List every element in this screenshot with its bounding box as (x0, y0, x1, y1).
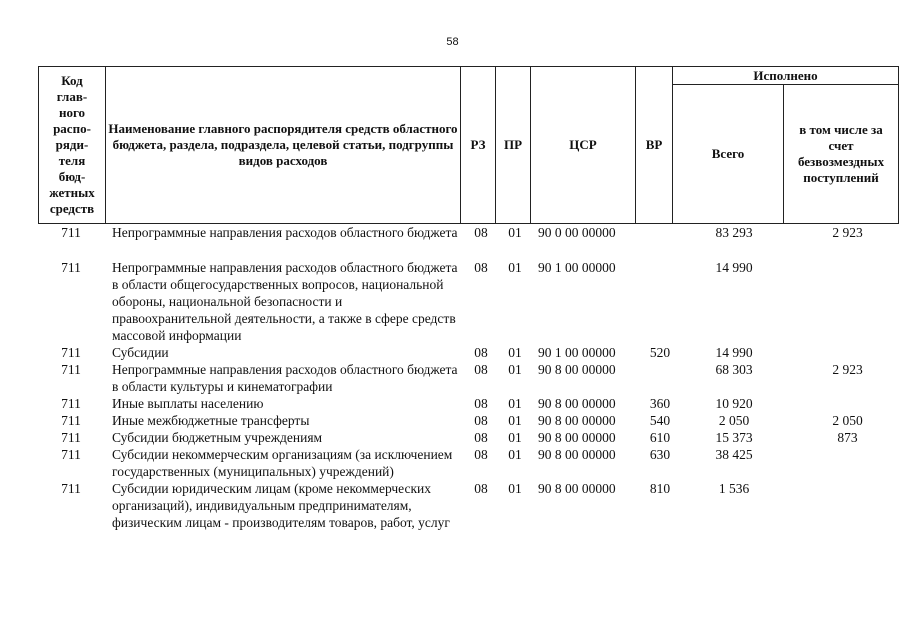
cell-csr: 90 0 00 00000 (538, 225, 616, 240)
cell-pr: 01 (508, 447, 522, 462)
table-row (38, 361, 905, 395)
cell-pr: 01 (508, 413, 522, 428)
cell-kod: 711 (61, 396, 81, 411)
cell-csr: 90 8 00 00000 (538, 413, 616, 428)
cell-kod: 711 (61, 447, 81, 462)
cell-vsego: 38 425 (715, 447, 753, 462)
cell-csr: 90 1 00 00000 (538, 260, 616, 275)
cell-vsego: 1 536 (718, 481, 750, 496)
table-row (38, 344, 905, 361)
table-body (38, 224, 905, 531)
header-kod (39, 67, 106, 224)
cell-vsego: 2 050 (718, 413, 750, 428)
cell-bez (790, 395, 905, 412)
cell-name: Субсидии бюджетным учреждениям (112, 430, 323, 445)
cell-vr: 520 (649, 345, 671, 360)
cell-pr: 01 (508, 481, 522, 496)
cell-vr (642, 361, 678, 395)
cell-kod: 711 (61, 413, 81, 428)
cell-kod: 711 (61, 430, 81, 445)
cell-vr: 810 (649, 481, 671, 496)
cell-vsego: 68 303 (715, 362, 753, 377)
header-ispolneno: Исполнено (673, 67, 899, 85)
cell-kod: 711 (61, 225, 81, 240)
header-rz: РЗ (461, 67, 496, 224)
cell-name: Иные межбюджетные трансферты (112, 413, 310, 428)
cell-csr: 90 8 00 00000 (538, 362, 616, 377)
cell-vr: 540 (649, 413, 671, 428)
cell-kod: 711 (61, 362, 81, 377)
cell-name: Иные выплаты населению (112, 396, 264, 411)
row-spacer (38, 241, 905, 259)
cell-vr: 360 (649, 396, 671, 411)
cell-name: Субсидии (112, 345, 169, 360)
cell-bez: 2 050 (832, 413, 863, 428)
header-kod-line: распо- (53, 121, 91, 136)
cell-name: Непрограммные направления расходов областного бюджета в области общегосударственных вопросов, национальной обороны, национальной безопасности и правоохранительной деятельности, а также в сфере средств массовой информации (112, 260, 458, 343)
header-kod-line: бюд- (58, 169, 86, 184)
cell-vsego: 15 373 (715, 430, 753, 445)
header-vr: ВР (636, 67, 673, 224)
cell-rz: 08 (474, 225, 488, 240)
cell-bez (790, 259, 905, 344)
page-number: 58 (446, 36, 459, 48)
cell-vr: 630 (649, 447, 671, 462)
cell-pr: 01 (508, 362, 522, 377)
cell-pr: 01 (508, 430, 522, 445)
cell-name: Непрограммные направления расходов областного бюджета в области культуры и кинематографии (112, 362, 458, 394)
cell-kod: 711 (61, 345, 81, 360)
cell-vsego: 14 990 (715, 345, 753, 360)
cell-vsego: 83 293 (715, 225, 753, 240)
cell-pr: 01 (508, 225, 522, 240)
header-kod-line: средств (49, 201, 95, 216)
cell-bez: 2 923 (832, 362, 863, 377)
cell-csr: 90 8 00 00000 (538, 430, 616, 445)
table-row (38, 412, 905, 429)
header-bez: в том числе за счет безвозмездных поступлений (784, 85, 899, 224)
header-kod-line: глав- (56, 89, 88, 104)
cell-bez (790, 480, 905, 531)
cell-vr: 610 (649, 430, 671, 445)
table-header (38, 66, 899, 224)
table-row (38, 480, 905, 531)
cell-rz: 08 (474, 362, 488, 377)
header-name: Наименование главного распорядителя средств областного бюджета, раздела, подраздела, целевой статьи, подгруппы видов расходов (106, 67, 461, 224)
cell-rz: 08 (474, 413, 488, 428)
cell-name: Субсидии некоммерческим организациям (за исключением государственных (муниципальных) учреждений) (112, 447, 453, 479)
table-row (38, 224, 905, 241)
cell-name: Субсидии юридическим лицам (кроме некоммерческих организаций), индивидуальным предпринимателям, физическим лицам - производителям товаров, работ, услуг (112, 481, 450, 530)
cell-csr: 90 8 00 00000 (538, 396, 616, 411)
table-row (38, 395, 905, 412)
cell-bez (790, 446, 905, 480)
cell-rz: 08 (474, 260, 488, 275)
header-csr: ЦСР (531, 67, 636, 224)
cell-kod: 711 (61, 260, 81, 275)
cell-csr: 90 8 00 00000 (538, 447, 616, 462)
cell-vr (642, 259, 678, 344)
cell-pr: 01 (508, 396, 522, 411)
cell-rz: 08 (474, 481, 488, 496)
table-row (38, 429, 905, 446)
cell-kod: 711 (61, 481, 81, 496)
cell-rz: 08 (474, 447, 488, 462)
header-kod-line: теля (58, 153, 86, 168)
header-kod-line: Код (61, 73, 83, 88)
cell-bez (790, 344, 905, 361)
table-row (38, 446, 905, 480)
cell-rz: 08 (474, 345, 488, 360)
cell-csr: 90 8 00 00000 (538, 481, 616, 496)
header-kod-line: ряди- (55, 137, 89, 152)
cell-vsego: 10 920 (715, 396, 753, 411)
header-kod-line: ного (58, 105, 86, 120)
cell-vsego: 14 990 (715, 260, 753, 275)
cell-bez: 2 923 (832, 225, 863, 240)
cell-pr: 01 (508, 260, 522, 275)
spacer-cell (38, 241, 905, 259)
cell-name: Непрограммные направления расходов областного бюджета (112, 225, 458, 240)
header-kod-line: жетных (49, 185, 95, 200)
cell-vr (642, 224, 678, 241)
cell-csr: 90 1 00 00000 (538, 345, 616, 360)
cell-rz: 08 (474, 396, 488, 411)
table-row (38, 259, 905, 344)
cell-rz: 08 (474, 430, 488, 445)
header-pr: ПР (496, 67, 531, 224)
cell-pr: 01 (508, 345, 522, 360)
header-vsego: Всего (673, 85, 784, 224)
cell-bez: 873 (837, 430, 858, 445)
